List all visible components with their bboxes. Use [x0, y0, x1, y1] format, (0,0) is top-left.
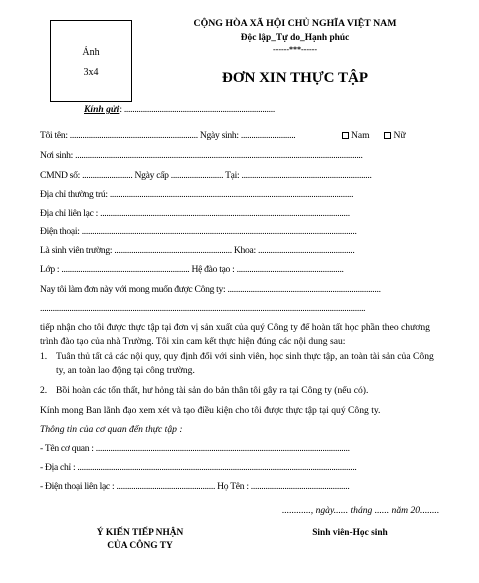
item-2-number: 2.: [40, 385, 48, 396]
national-title: CỘNG HÒA XÃ HỘI CHỦ NGHĨA VIỆT NAM: [193, 18, 397, 29]
body-paragraph: tiếp nhận cho tôi được thực tập tại đơn vị sản xuất của quý Công ty để hoàn tất học phần theo chương trình đào tạo của nhà Trường. Tôi xin cam kết thực hiện đúng các nội dung sau:: [40, 322, 430, 347]
company-approval-title: Ý KIẾN TIẾP NHẬN: [96, 528, 184, 538]
gender-female-checkbox[interactable]: [384, 132, 391, 139]
gender-male-label: Nam: [351, 130, 370, 141]
recipient-label: Kính gửi: [84, 104, 120, 115]
request-continuation[interactable]: ...........................................................................................................................................................: [40, 303, 366, 314]
photo-box: [50, 20, 132, 102]
university-field[interactable]: Là sinh viên trường: ........................................................ Khoa: ..............................................: [40, 245, 355, 256]
national-motto: Độc lập_Tự do_Hạnh phúc: [240, 33, 350, 43]
gender-male-checkbox[interactable]: [342, 132, 349, 139]
request-line[interactable]: Nay tôi làm đơn này với mong muốn được Công ty: .........................................................................: [40, 284, 381, 295]
org-info-heading: Thông tin của cơ quan đến thực tập :: [40, 424, 183, 435]
student-signature-title: Sinh viên-Học sinh: [312, 528, 388, 538]
permanent-address-field[interactable]: Địa chỉ thường trú: ....................................................................................................................: [40, 189, 354, 200]
org-phone-field[interactable]: - Điện thoại liên lạc : ............................................... Họ Tên : ...............................................: [40, 481, 350, 492]
date-line[interactable]: ............, ngày...... tháng ...... năm 20........: [282, 505, 440, 516]
company-approval-subtitle: CỦA CÔNG TY: [107, 541, 173, 551]
form-title: ĐƠN XIN THỰC TẬP: [222, 70, 368, 86]
contact-address-field[interactable]: Địa chỉ liên lạc : .......................................................................................................................: [40, 208, 350, 219]
id-card-field[interactable]: CMND số: ........................ Ngày cấp ......................... Tại: ..............................................................: [40, 170, 372, 181]
org-address-field[interactable]: - Địa chỉ : .....................................................................................................................................: [40, 462, 357, 473]
class-field[interactable]: Lớp : ............................................................. Hệ đào tạo : ...................................................: [40, 264, 344, 275]
header-ornament: ------***------: [273, 45, 317, 54]
birthplace-field[interactable]: Nơi sinh: .........................................................................................................................................: [40, 150, 363, 161]
recipient-field[interactable]: : ........................................................................: [119, 104, 275, 115]
phone-field[interactable]: Điện thoại: ...................................................................................................................................: [40, 226, 357, 237]
item-1-text: Tuân thủ tất cả các nội quy, quy định đối với sinh viên, học sinh thực tập, an toàn tài sản của Công ty, an toàn lao động tại công trường.: [56, 351, 434, 376]
gender-female-label: Nữ: [393, 130, 406, 141]
recipient-line: [84, 104, 275, 116]
photo-label: Ảnh: [82, 47, 100, 58]
closing-sentence: Kính mong Ban lãnh đạo xem xét và tạo điều kiện cho tôi được thực tập tại quý Công ty.: [40, 405, 381, 416]
item-1-number: 1.: [40, 351, 48, 362]
name-field[interactable]: Tôi tên: ............................................................. Ngày sinh: ..........................: [40, 130, 296, 141]
item-2-text: Bồi hoàn các tổn thất, hư hỏng tài sản do bản thân tôi gây ra tại Công ty (nếu có).: [56, 385, 369, 396]
gender-options: [342, 130, 406, 142]
photo-size: 3x4: [83, 67, 99, 78]
org-name-field[interactable]: - Tên cơ quan : .........................................................................................................................: [40, 443, 350, 454]
